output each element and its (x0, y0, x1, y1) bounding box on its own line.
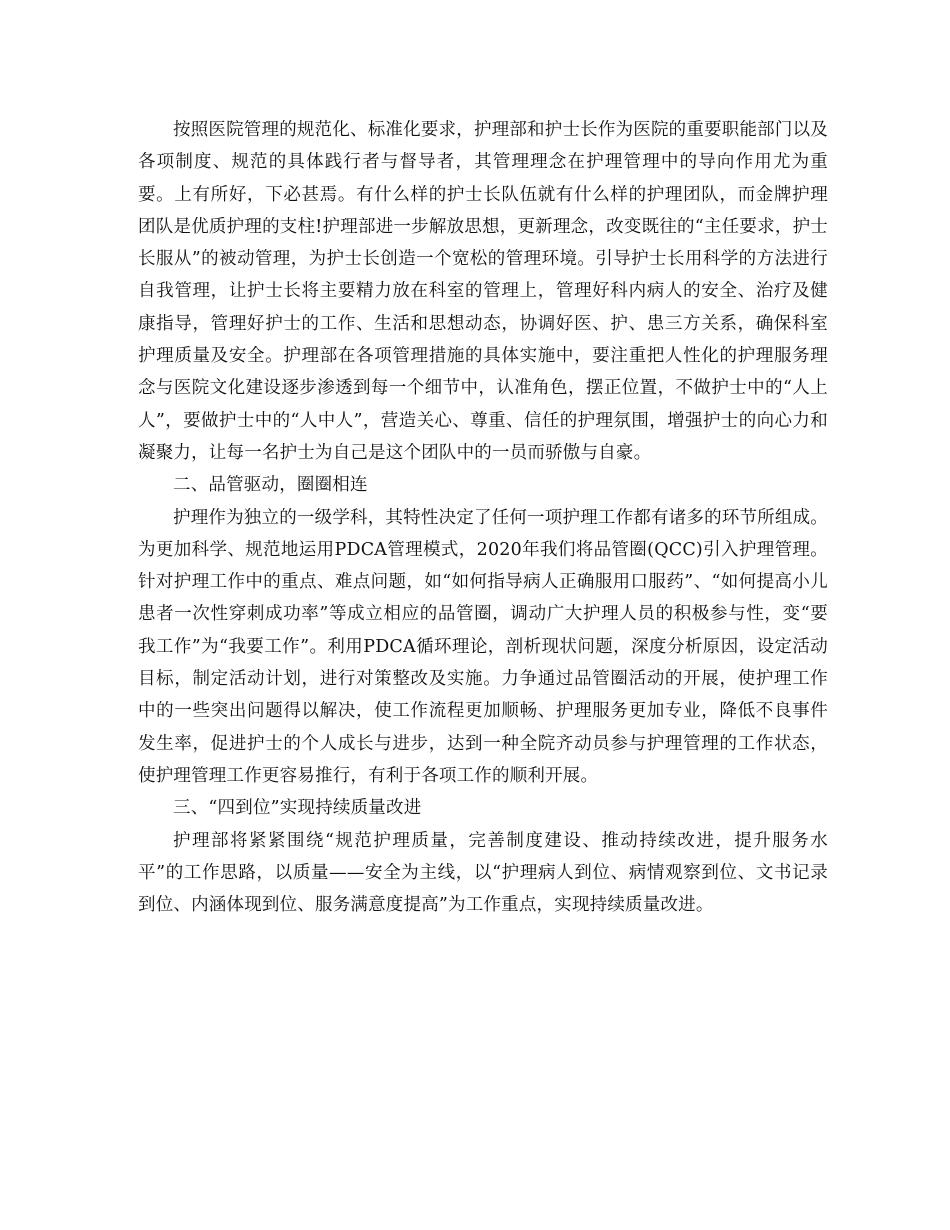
document-body (138, 114, 828, 921)
body-paragraph: 护理部将紧紧围绕“规范护理质量，完善制度建设、推动持续改进，提升服务水平”的工作思路，以质量——安全为主线，以“护理病人到位、病情观察到位、文书记录到位、内涵体现到位、服务满意度提高”为工作重点，实现持续质量改进。 (138, 830, 828, 916)
body-paragraph: 护理作为独立的一级学科，其特性决定了任何一项护理工作都有诸多的环节所组成。为更加科学、规范地运用PDCA管理模式，2020年我们将品管圈(QCC)引入护理管理。针对护理工作中的重点、难点问题，如“如何指导病人正确服用口服药”、“如何提高小儿患者一次性穿刺成功率”等成立相应的品管圈，调动广大护理人员的积极参与性，变“要我工作”为“我要工作”。利用PDCA循环理论，剖析现状问题，深度分析原因，设定活动目标，制定活动计划，进行对策整改及实施。力争通过品管圈活动的开展，使护理工作中的一些突出问题得以解决，使工作流程更加顺畅、护理服务更加专业，降低不良事件发生率，促进护士的个人成长与进步，达到一种全院齐动员参与护理管理的工作状态，使护理管理工作更容易推行，有利于各项工作的顺利开展。 (138, 507, 828, 786)
section-heading: 二、品管驱动，圈圈相连 (173, 475, 368, 496)
body-paragraph: 按照医院管理的规范化、标准化要求，护理部和护士长作为医院的重要职能部门以及各项制度、规范的具体践行者与督导者，其管理理念在护理管理中的导向作用尤为重要。上有所好，下必甚焉。有什么样的护士长队伍就有什么样的护理团队，而金牌护理团队是优质护理的支柱!护理部进一步解放思想，更新理念，改变既往的“主任要求，护士长服从”的被动管理，为护士长创造一个宽松的管理环境。引导护士长用科学的方法进行自我管理，让护士长将主要精力放在科室的管理上，管理好科内病人的安全、治疗及健康指导，管理好护士的工作、生活和思想动态，协调好医、护、患三方关系，确保科室护理质量及安全。护理部在各项管理措施的具体实施中，要注重把人性化的护理服务理念与医院文化建设逐步渗透到每一个细节中，认准角色，摆正位置，不做护士中的“人上人”，要做护士中的“人中人”，营造关心、尊重、信任的护理氛围，增强护士的向心力和凝聚力，让每一名护士为自己是这个团队中的一员而骄傲与自豪。 (138, 120, 828, 463)
section-heading: 三、“四到位”实现持续质量改进 (173, 798, 422, 819)
